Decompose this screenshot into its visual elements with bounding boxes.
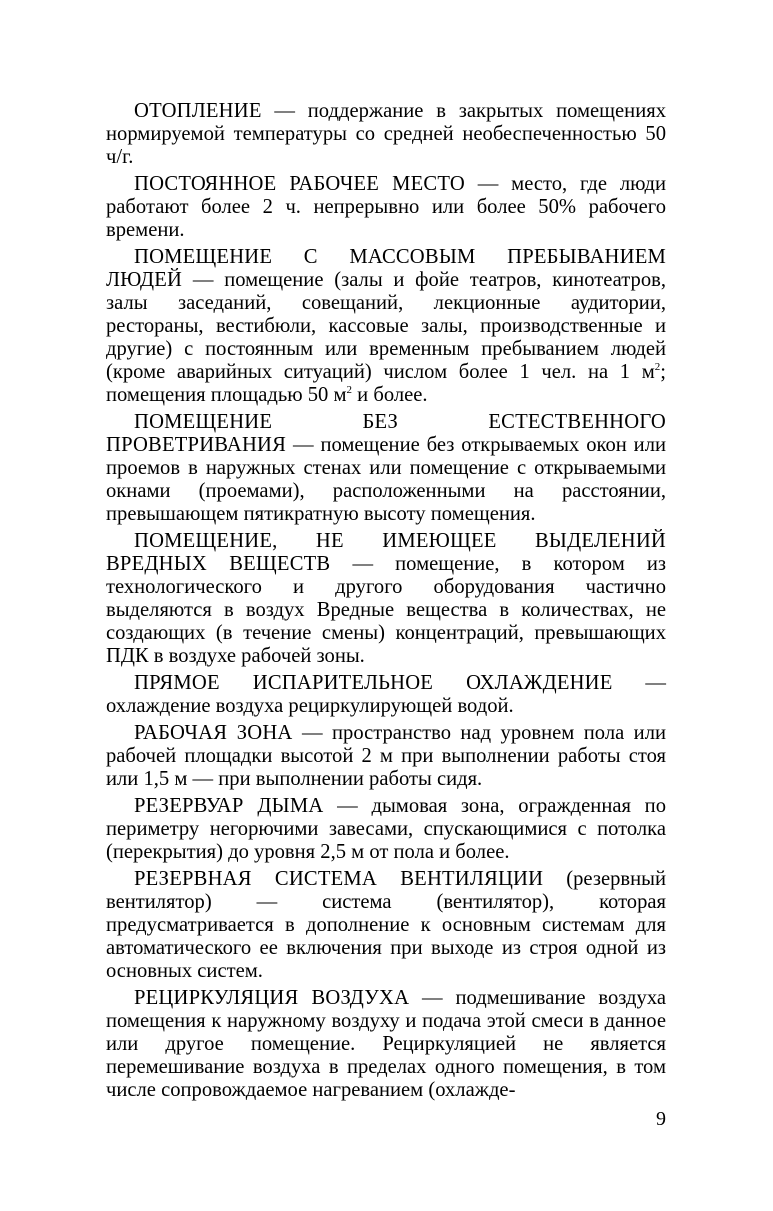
entry-direct-evaporative-cooling (106, 672, 666, 718)
entry-definition: — охлаждение воздуха рециркулирующей водой. (106, 672, 666, 717)
entry-term: РЕЗЕРВНАЯ СИСТЕМА ВЕНТИЛЯЦИИ (134, 868, 544, 890)
entry-room-without-ventilation (106, 411, 666, 526)
document-page (106, 100, 666, 1106)
entry-definition: — поддержание в закрытых помещениях нормируемой температуры со средней необеспеченностью 50 ч/г. (106, 100, 666, 168)
entry-term: ПОСТОЯННОЕ РАБОЧЕЕ МЕСТО (134, 173, 465, 195)
entry-definition-continued: ; помещения площадью 50 м (106, 361, 666, 406)
entry-backup-ventilation-system (106, 868, 666, 983)
entry-term: ПОМЕЩЕНИЕ С МАССОВЫМ ПРЕБЫВАНИЕМ ЛЮДЕЙ (106, 246, 666, 291)
superscript-squared: 2 (654, 361, 661, 373)
entry-term: ОТОПЛЕНИЕ (134, 100, 262, 122)
entry-definition: (резервный вентилятор) — система (вентилятор), которая предусматривается в дополнение к основным системам для автоматического ее включения при выходе из строя одной из основных систем. (106, 868, 666, 982)
entry-term: РЕЦИРКУЛЯЦИЯ ВОЗДУХА (134, 987, 410, 1009)
entry-definition: — помещение, в котором из технологического и другого оборудования частично выделяются в воздух Вредные вещества в количествах, не создающих (в течение смены) концентраций, превышающих ПДК в воздухе рабочей зоны. (106, 553, 666, 667)
entry-mass-occupancy-room (106, 246, 666, 407)
superscript-squared: 2 (346, 384, 353, 396)
entry-definition: — помещение без открываемых окон или проемов в наружных стенах или помещение с открываемыми окнами (проемами), расположенными на расстоянии, превышающем пятикратную высоту помещения. (106, 434, 666, 525)
entry-term: ПОМЕЩЕНИЕ, НЕ ИМЕЮЩЕЕ ВЫДЕЛЕНИЙ ВРЕДНЫХ ВЕЩЕСТВ (106, 530, 666, 575)
entry-term: РАБОЧАЯ ЗОНА (134, 722, 293, 744)
entry-definition: — дымовая зона, огражденная по периметру негорючими завесами, спускающимися с потолка (перекрытия) до уровня 2,5 м от пола и более. (106, 795, 667, 863)
entry-room-without-harmful-substances (106, 530, 666, 668)
entry-definition-end: и более. (352, 384, 428, 406)
page-number: 9 (656, 1108, 666, 1130)
entry-term: РЕЗЕРВУАР ДЫМА (134, 795, 324, 817)
entry-term: ПРЯМОЕ ИСПАРИТЕЛЬНОЕ ОХЛАЖДЕНИЕ (134, 672, 613, 694)
entry-definition: — пространство над уровнем пола или рабочей площадки высотой 2 м при выполнении работы стоя или 1,5 м — при выполнении работы сидя. (106, 722, 666, 790)
entry-definition: — подмешивание воздуха помещения к наружному воздуху и подача этой смеси в данное или другое помещение. Рециркуляцией не является перемешивание воздуха в пределах одного помещения, в том числе сопровождаемое нагреванием (охлажде- (106, 987, 667, 1101)
entry-permanent-workplace (106, 173, 666, 242)
entry-air-recirculation (106, 987, 666, 1102)
entry-working-zone (106, 722, 666, 791)
entry-definition: — место, где люди работают более 2 ч. непрерывно или более 50% рабочего времени. (106, 173, 667, 241)
entry-term: ПОМЕЩЕНИЕ БЕЗ ЕСТЕСТВЕННОГО ПРОВЕТРИВАНИЯ (106, 411, 666, 456)
entry-definition: — помещение (залы и фойе театров, кинотеатров, залы заседаний, совещаний, лекционные аудитории, рестораны, вестибюли, кассовые залы, производственные и другие) с постоянным или временным пребыванием людей (кроме аварийных ситуаций) числом более 1 чел. на 1 м (106, 269, 666, 383)
entry-heating (106, 100, 666, 169)
entry-smoke-reservoir (106, 795, 666, 864)
